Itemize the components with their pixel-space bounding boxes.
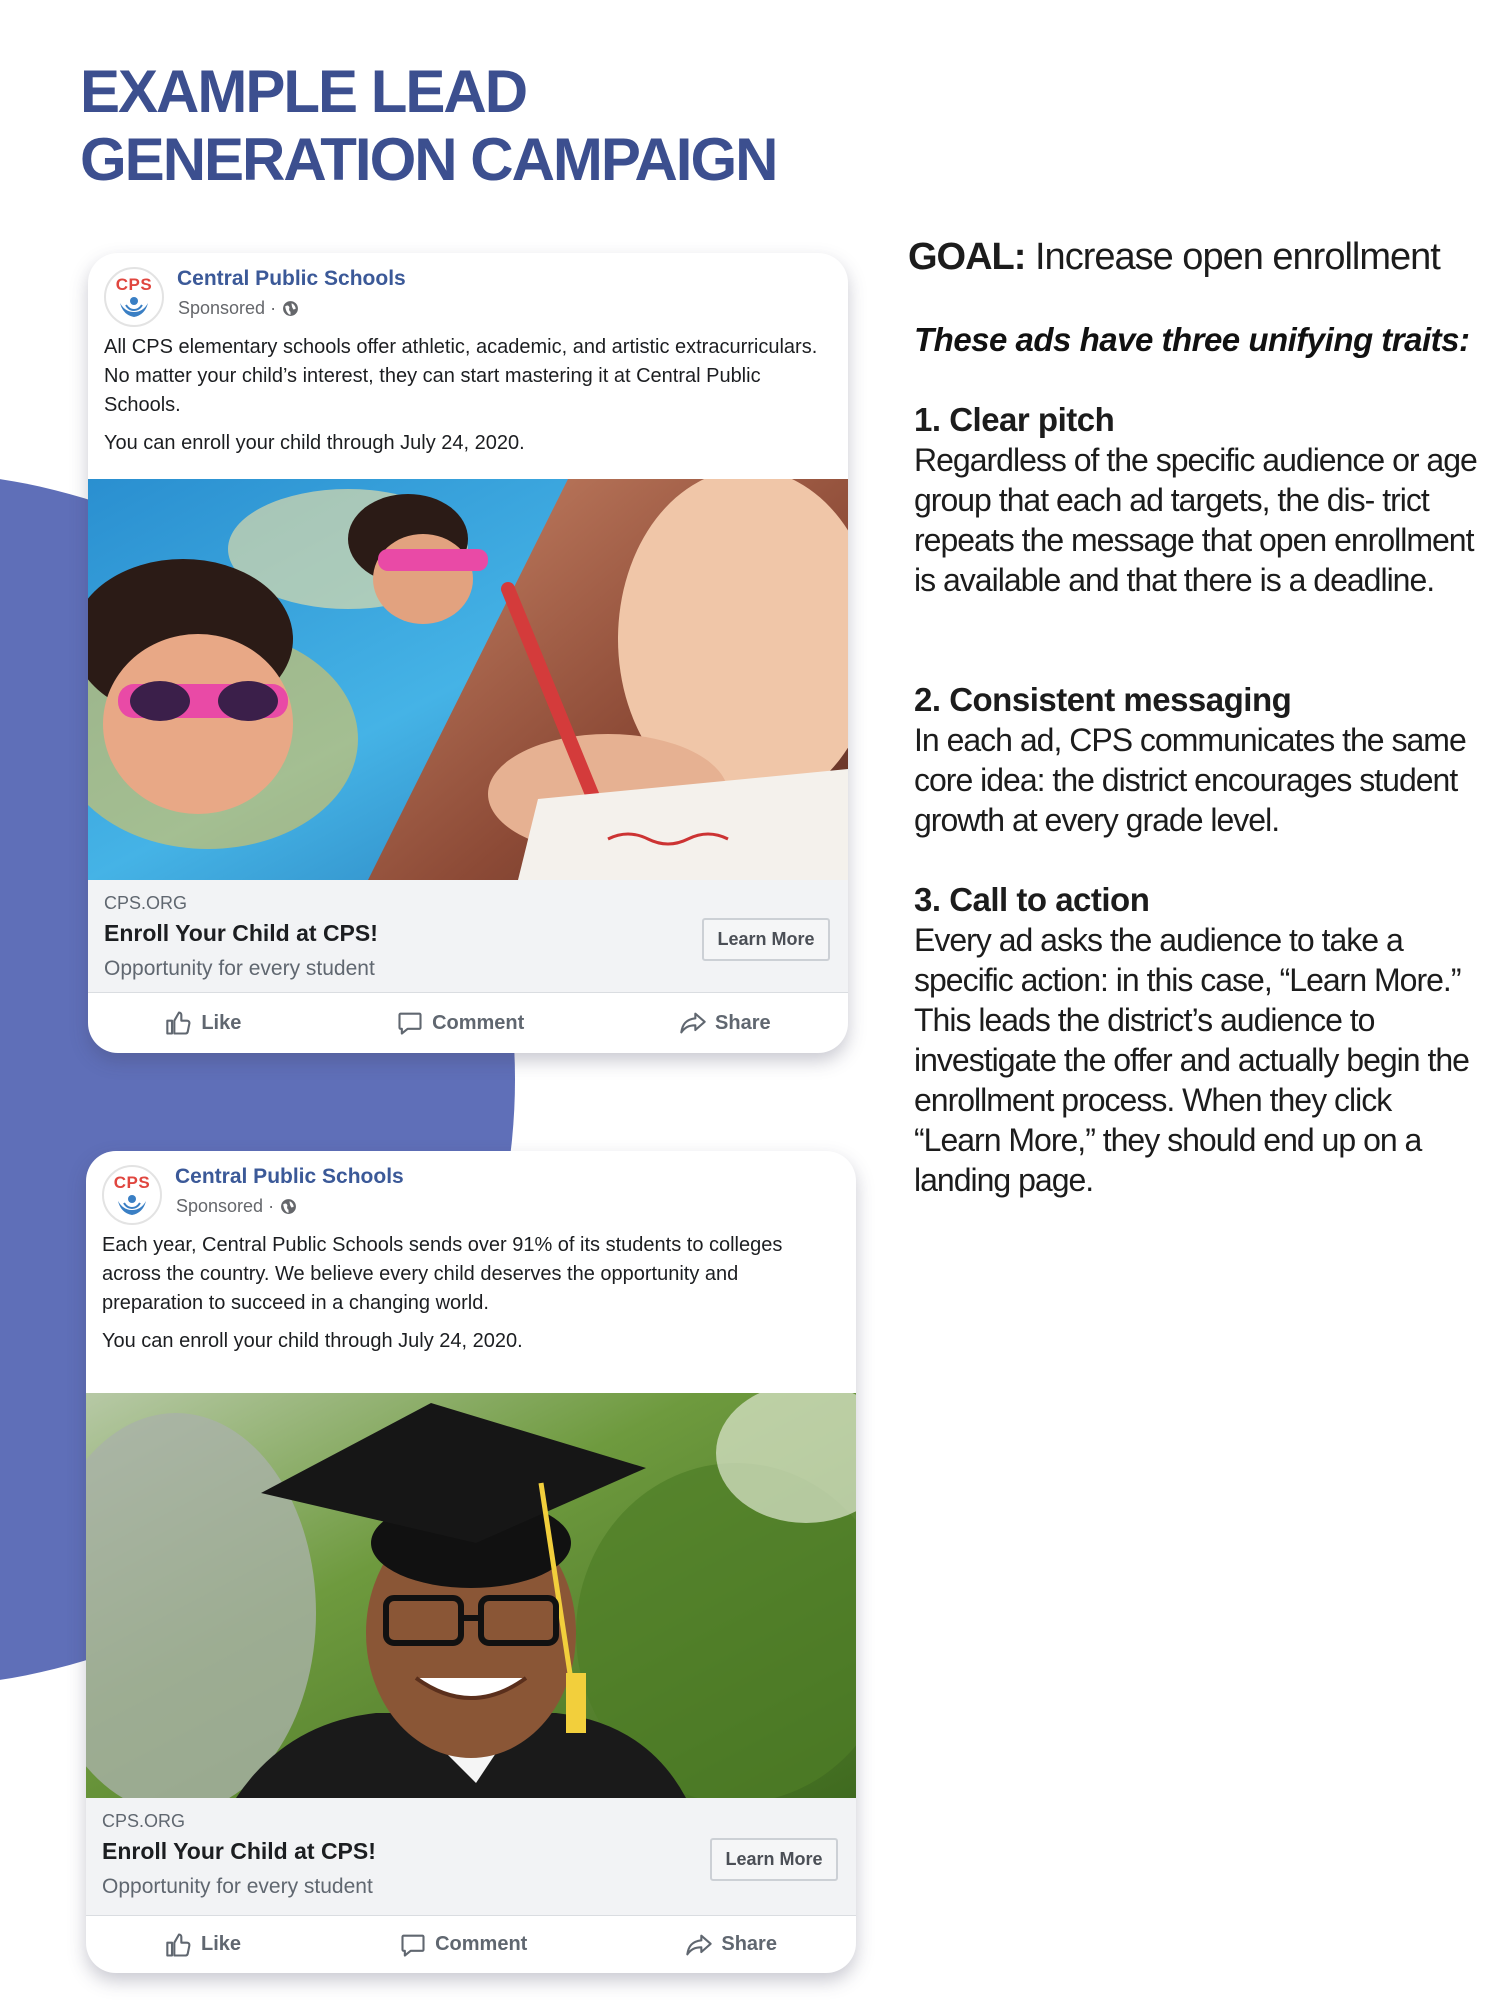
learn-more-button[interactable]: Learn More — [702, 918, 830, 961]
page-title — [80, 58, 776, 194]
ad-card-1 — [88, 253, 848, 1053]
traits-intro: These ads have three unifying traits: — [914, 321, 1470, 358]
comment-icon — [399, 1931, 427, 1959]
trait-consistent-messaging — [914, 680, 1484, 840]
ad-header — [88, 253, 848, 333]
link-description: Opportunity for every student — [104, 957, 375, 980]
trait-title: 1. Clear pitch — [914, 401, 1115, 438]
like-label: Like — [201, 1011, 242, 1034]
trait-title: 2. Consistent messaging — [914, 681, 1292, 718]
page-name-link[interactable]: Central Public Schools — [177, 267, 406, 290]
share-arrow-icon — [679, 1009, 707, 1037]
reaction-bar — [88, 993, 848, 1053]
comment-label: Comment — [432, 1011, 525, 1034]
ad-copy — [88, 333, 848, 458]
logo-text: CPS — [113, 1172, 151, 1192]
sponsored-label — [178, 298, 299, 319]
cps-logo[interactable] — [104, 267, 164, 327]
trait-text: In each ad, CPS communicates the same core idea: the district encourages student growth at every grade level. — [914, 722, 1466, 838]
link-domain: CPS.ORG — [104, 893, 188, 913]
trait-title: 3. Call to action — [914, 881, 1150, 918]
ad-image-kids-swimming-drawing[interactable] — [88, 479, 848, 880]
learn-more-button[interactable]: Learn More — [710, 1838, 838, 1881]
trait-text: Every ad asks the audience to take a specific action: in this case, “Learn More.” This leads the district’s audience to investigate the offer and actually begin the enrollment process. When they click “Learn More,” they should end up on a landing page. — [914, 922, 1469, 1198]
ad-copy-paragraph: Each year, Central Public Schools sends over 91% of its students to colleges across the country. We believe every child deserves the opportunity and preparation to succeed in a changing world. — [102, 1234, 783, 1314]
ad-copy — [86, 1231, 856, 1356]
comment-label: Comment — [435, 1933, 528, 1955]
ad-header — [86, 1151, 856, 1231]
globe-icon — [280, 1198, 297, 1215]
campaign-goal — [908, 236, 1440, 279]
goal-label: GOAL: — [908, 236, 1026, 278]
reaction-bar — [86, 1916, 856, 1973]
comment-button[interactable] — [399, 1931, 527, 1959]
trait-call-to-action — [914, 880, 1484, 1200]
hands-heart-icon — [117, 295, 151, 319]
ad-link-preview[interactable] — [88, 880, 848, 993]
comment-button[interactable] — [396, 1009, 524, 1037]
goal-text: Increase open enrollment — [1035, 236, 1440, 278]
sponsored-text: Sponsored · — [178, 298, 277, 318]
ad-copy-deadline: You can enroll your child through July 24, 2020. — [102, 1330, 523, 1352]
share-label: Share — [721, 1933, 777, 1955]
share-button[interactable] — [679, 1009, 771, 1037]
trait-text: Regardless of the specific audience or age group that each ad targets, the dis- trict repeats the message that open enrollment is available and that there is a deadline. — [914, 442, 1477, 598]
trait-clear-pitch — [914, 400, 1484, 600]
sponsored-text: Sponsored · — [176, 1196, 275, 1216]
link-headline: Enroll Your Child at CPS! — [102, 1838, 376, 1864]
globe-icon — [282, 300, 299, 317]
link-domain: CPS.ORG — [102, 1811, 186, 1831]
sponsored-label — [176, 1196, 297, 1217]
hands-heart-icon — [115, 1193, 149, 1217]
link-description: Opportunity for every student — [102, 1875, 373, 1898]
ad-image-graduate[interactable] — [86, 1393, 856, 1798]
like-button[interactable] — [165, 1931, 241, 1959]
share-label: Share — [715, 1011, 771, 1034]
ad-copy-paragraph: All CPS elementary schools offer athletic, academic, and artistic extracurriculars. No matter your child’s interest, they can start mastering it at Central Public Schools. — [104, 336, 818, 416]
title-line-2: GENERATION CAMPAIGN — [80, 126, 777, 193]
title-line-1: EXAMPLE LEAD — [80, 58, 527, 125]
thumbs-up-icon — [165, 1931, 193, 1959]
like-label: Like — [201, 1933, 242, 1955]
cps-logo[interactable] — [102, 1165, 162, 1225]
comment-icon — [396, 1009, 424, 1037]
share-arrow-icon — [685, 1931, 713, 1959]
logo-text: CPS — [115, 274, 153, 294]
page-name-link[interactable]: Central Public Schools — [175, 1165, 404, 1188]
ad-link-preview[interactable] — [86, 1798, 856, 1916]
ad-copy-deadline: You can enroll your child through July 24, 2020. — [104, 432, 525, 454]
thumbs-up-icon — [165, 1009, 193, 1037]
share-button[interactable] — [685, 1931, 777, 1959]
ad-card-2 — [86, 1151, 856, 1973]
like-button[interactable] — [165, 1009, 241, 1037]
link-headline: Enroll Your Child at CPS! — [104, 920, 378, 946]
